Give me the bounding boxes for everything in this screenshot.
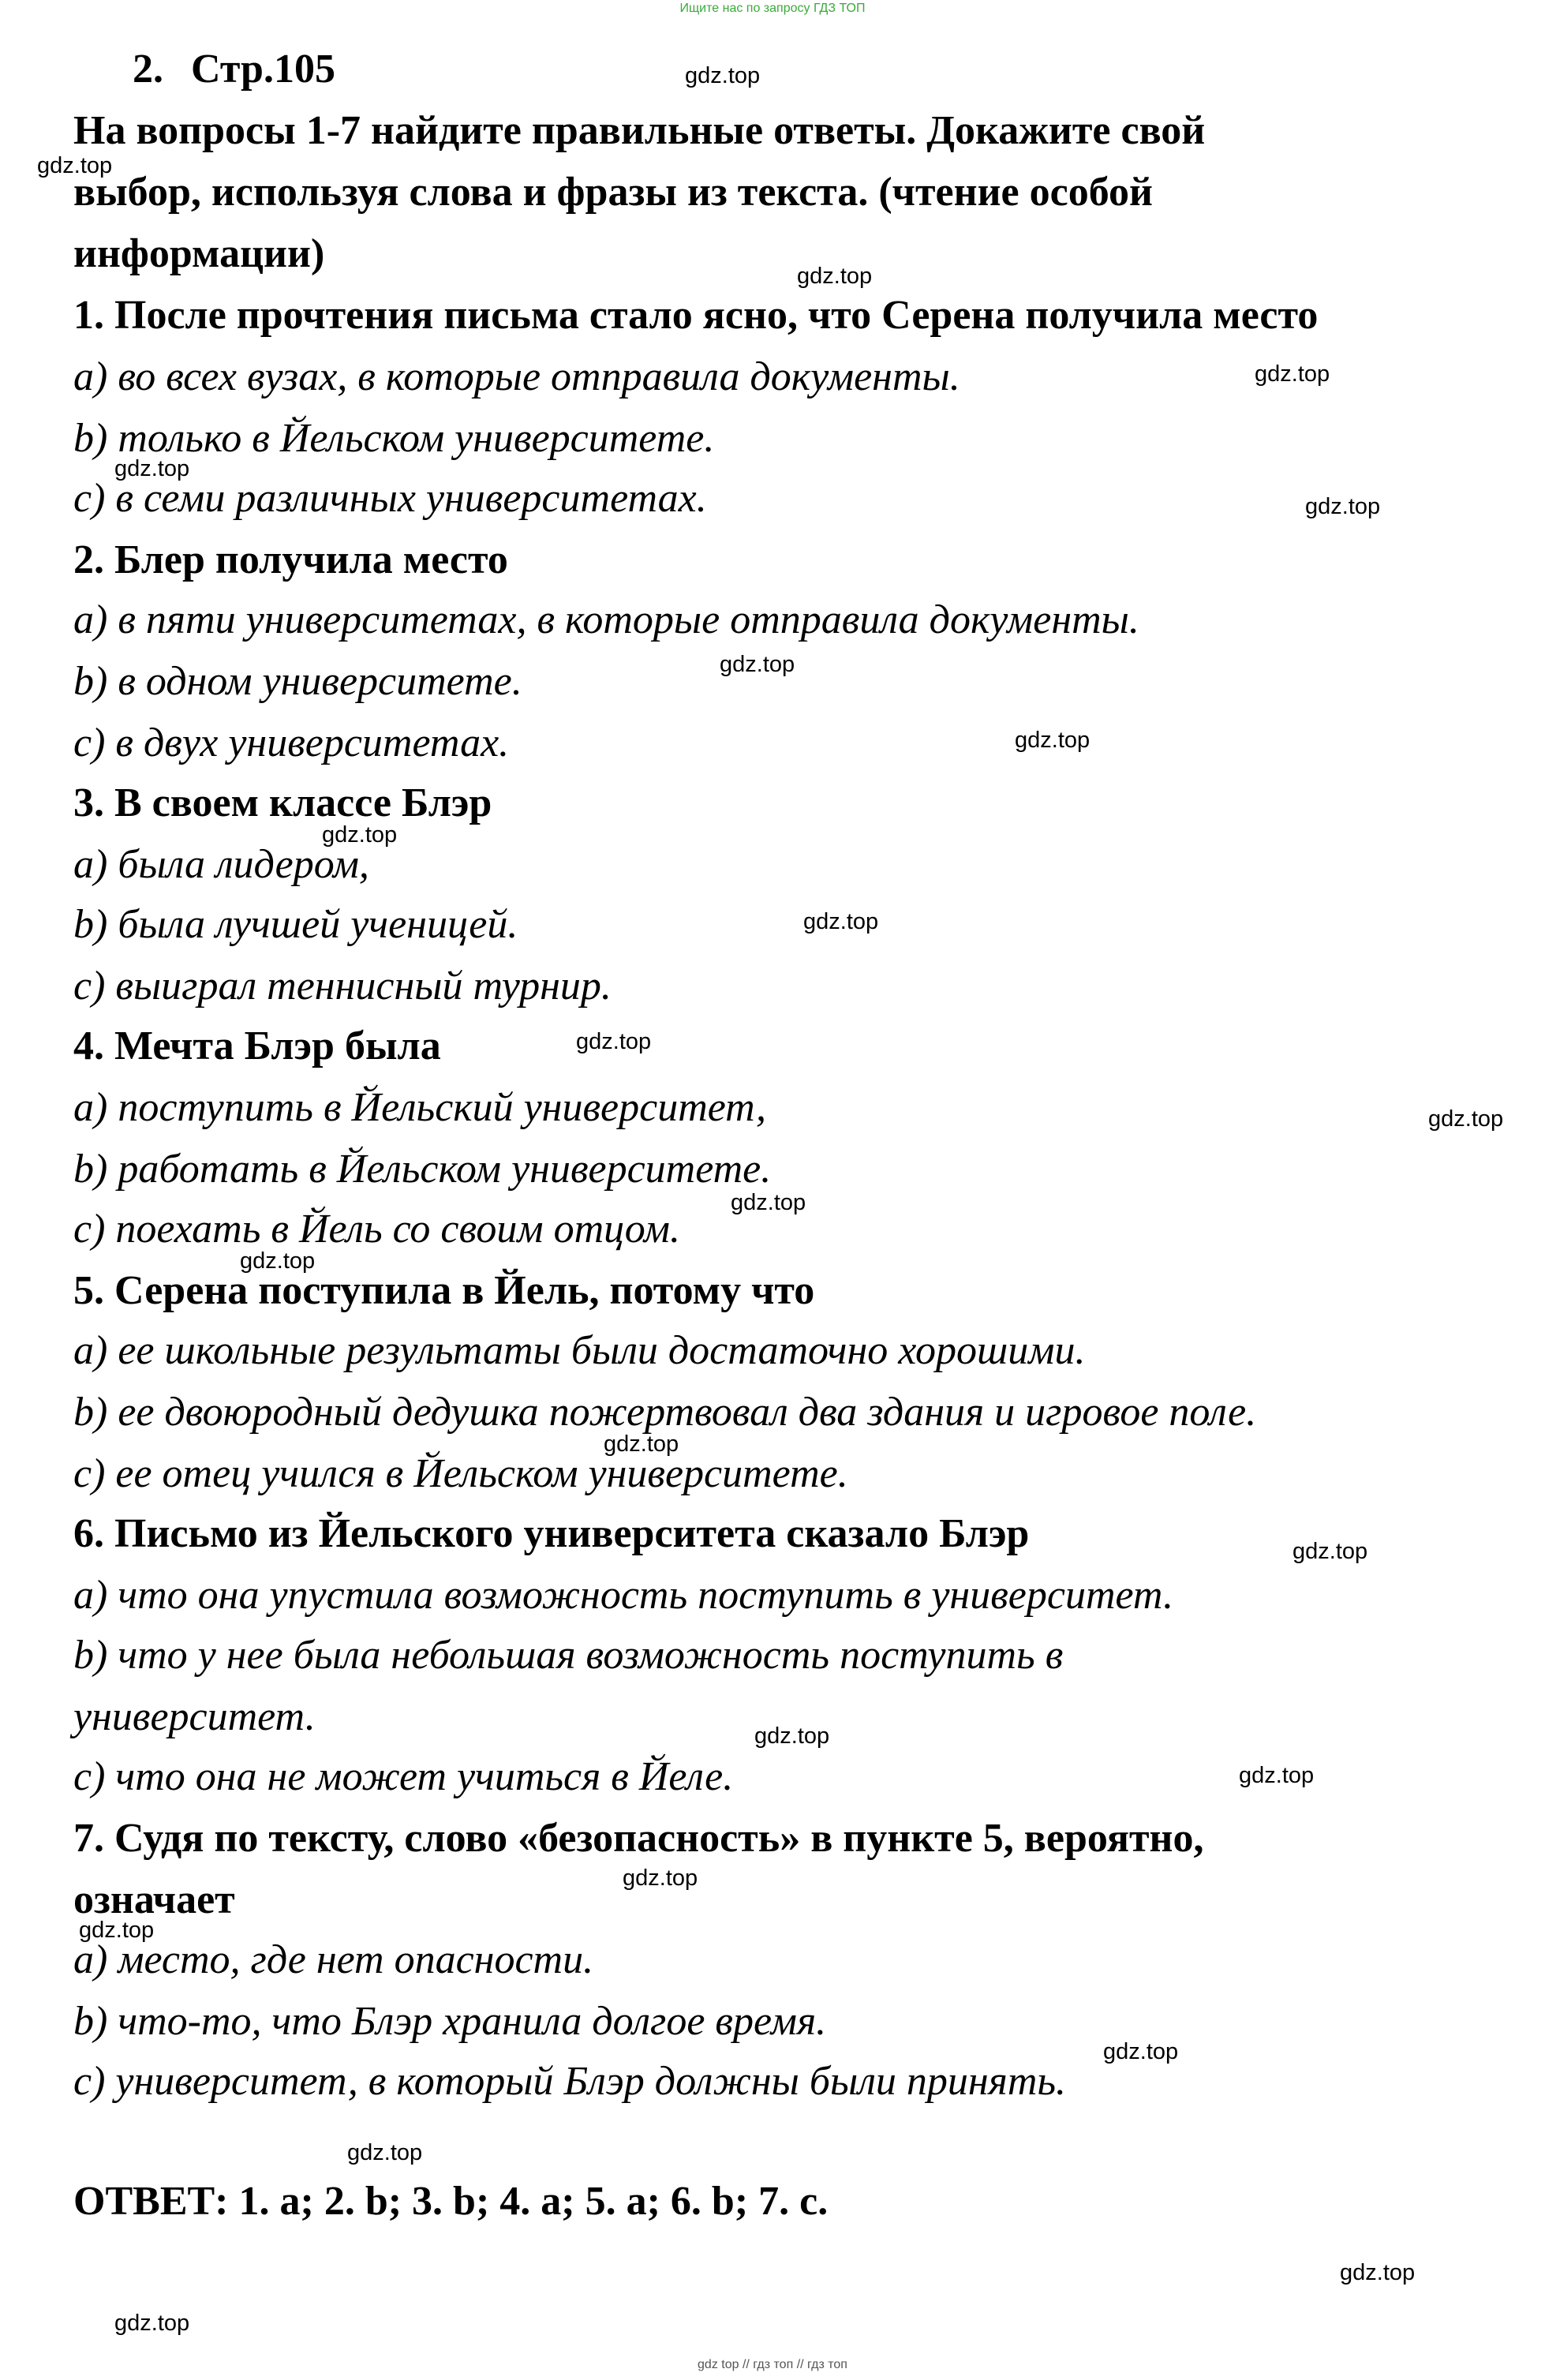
question-7-option-b: b) что-то, что Блэр хранила долгое время. — [73, 1999, 827, 2044]
question-7-continued: означает — [73, 1877, 235, 1922]
question-3-option-a: a) была лидером, — [73, 842, 369, 887]
question-2-option-a: a) в пяти университетах, в которые отправила документы. — [73, 597, 1139, 642]
question-3-option-b: b) была лучшей ученицей. — [73, 902, 518, 947]
answer-line: ОТВЕТ: 1. a; 2. b; 3. b; 4. a; 5. a; 6. b; 7. c. — [73, 2179, 829, 2224]
question-4-option-b: b) работать в Йельском университете. — [73, 1147, 772, 1192]
watermark: gdz.top — [322, 822, 398, 848]
watermark: gdz.top — [79, 1918, 155, 1943]
question-2-option-c: c) в двух университетах. — [73, 720, 510, 765]
watermark: gdz.top — [1292, 1539, 1368, 1564]
question-2: 2. Блер получила место — [73, 537, 508, 582]
question-1-option-a: a) во всех вузах, в которые отправила документы. — [73, 354, 960, 399]
watermark: gdz.top — [623, 1865, 698, 1891]
watermark: gdz.top — [114, 2311, 190, 2336]
watermark: gdz.top — [1239, 1763, 1315, 1788]
watermark: gdz.top — [1340, 2260, 1416, 2285]
question-6: 6. Письмо из Йельского университета сказало Блэр — [73, 1511, 1030, 1556]
instruction-line-1: На вопросы 1-7 найдите правильные ответы. Докажите свой — [73, 108, 1206, 153]
question-7-option-c: c) университет, в который Блэр должны были принять. — [73, 2059, 1067, 2104]
question-7-option-a: a) место, где нет опасности. — [73, 1937, 594, 1982]
watermark: gdz.top — [754, 1723, 830, 1749]
watermark: gdz.top — [685, 63, 761, 88]
watermark: gdz.top — [347, 2140, 423, 2165]
question-2-option-b: b) в одном университете. — [73, 659, 522, 704]
question-3-option-c: c) выиграл теннисный турнир. — [73, 964, 612, 1009]
watermark: gdz.top — [604, 1431, 679, 1457]
watermark: gdz.top — [1015, 728, 1090, 753]
instruction-line-3: информации) — [73, 231, 325, 276]
watermark: gdz.top — [240, 1248, 316, 1274]
watermark: gdz.top — [720, 652, 795, 677]
watermark: gdz.top — [37, 153, 113, 178]
question-4: 4. Мечта Блэр была — [73, 1023, 441, 1068]
instruction-line-2: выбор, используя слова и фразы из текста. (чтение особой — [73, 170, 1153, 215]
question-1-option-c: c) в семи различных университетах. — [73, 476, 707, 521]
question-6-option-c: c) что она не может учиться в Йеле. — [73, 1754, 734, 1799]
question-3: 3. В своем классе Блэр — [73, 780, 492, 825]
page-reference: Стр.105 — [191, 47, 335, 92]
question-1: 1. После прочтения письма стало ясно, что Серена получила место — [73, 293, 1319, 338]
watermark: gdz.top — [1255, 361, 1330, 387]
watermark: gdz.top — [114, 456, 190, 481]
watermark: gdz.top — [576, 1029, 652, 1054]
watermark: gdz.top — [1428, 1106, 1504, 1132]
question-6-option-b-continued: университет. — [73, 1694, 316, 1739]
watermark: gdz.top — [1103, 2039, 1179, 2064]
question-7: 7. Судя по тексту, слово «безопасность» в пункте 5, вероятно, — [73, 1816, 1204, 1861]
watermark: gdz.top — [797, 264, 873, 289]
question-6-option-a: a) что она упустила возможность поступить в университет. — [73, 1573, 1174, 1618]
question-5-option-a: a) ее школьные результаты были достаточно хорошими. — [73, 1328, 1086, 1373]
bottom-banner: gdz top // гдз топ // гдз топ — [698, 2358, 847, 2371]
watermark: gdz.top — [803, 909, 879, 934]
question-1-option-b: b) только в Йельском университете. — [73, 416, 715, 461]
question-5-option-c: c) ее отец учился в Йельском университете. — [73, 1451, 848, 1496]
exercise-number: 2. — [133, 47, 163, 92]
question-4-option-c: c) поехать в Йель со своим отцом. — [73, 1207, 680, 1252]
question-5-option-b: b) ее двоюродный дедушка пожертвовал два здания и игровое поле. — [73, 1390, 1257, 1435]
top-banner: Ищите нас по запросу ГДЗ ТОП — [679, 2, 866, 15]
watermark: gdz.top — [731, 1190, 806, 1215]
question-4-option-a: a) поступить в Йельский университет, — [73, 1085, 767, 1130]
watermark: gdz.top — [1305, 494, 1381, 519]
question-5: 5. Серена поступила в Йель, потому что — [73, 1268, 815, 1313]
question-6-option-b: b) что у нее была небольшая возможность поступить в — [73, 1633, 1064, 1678]
